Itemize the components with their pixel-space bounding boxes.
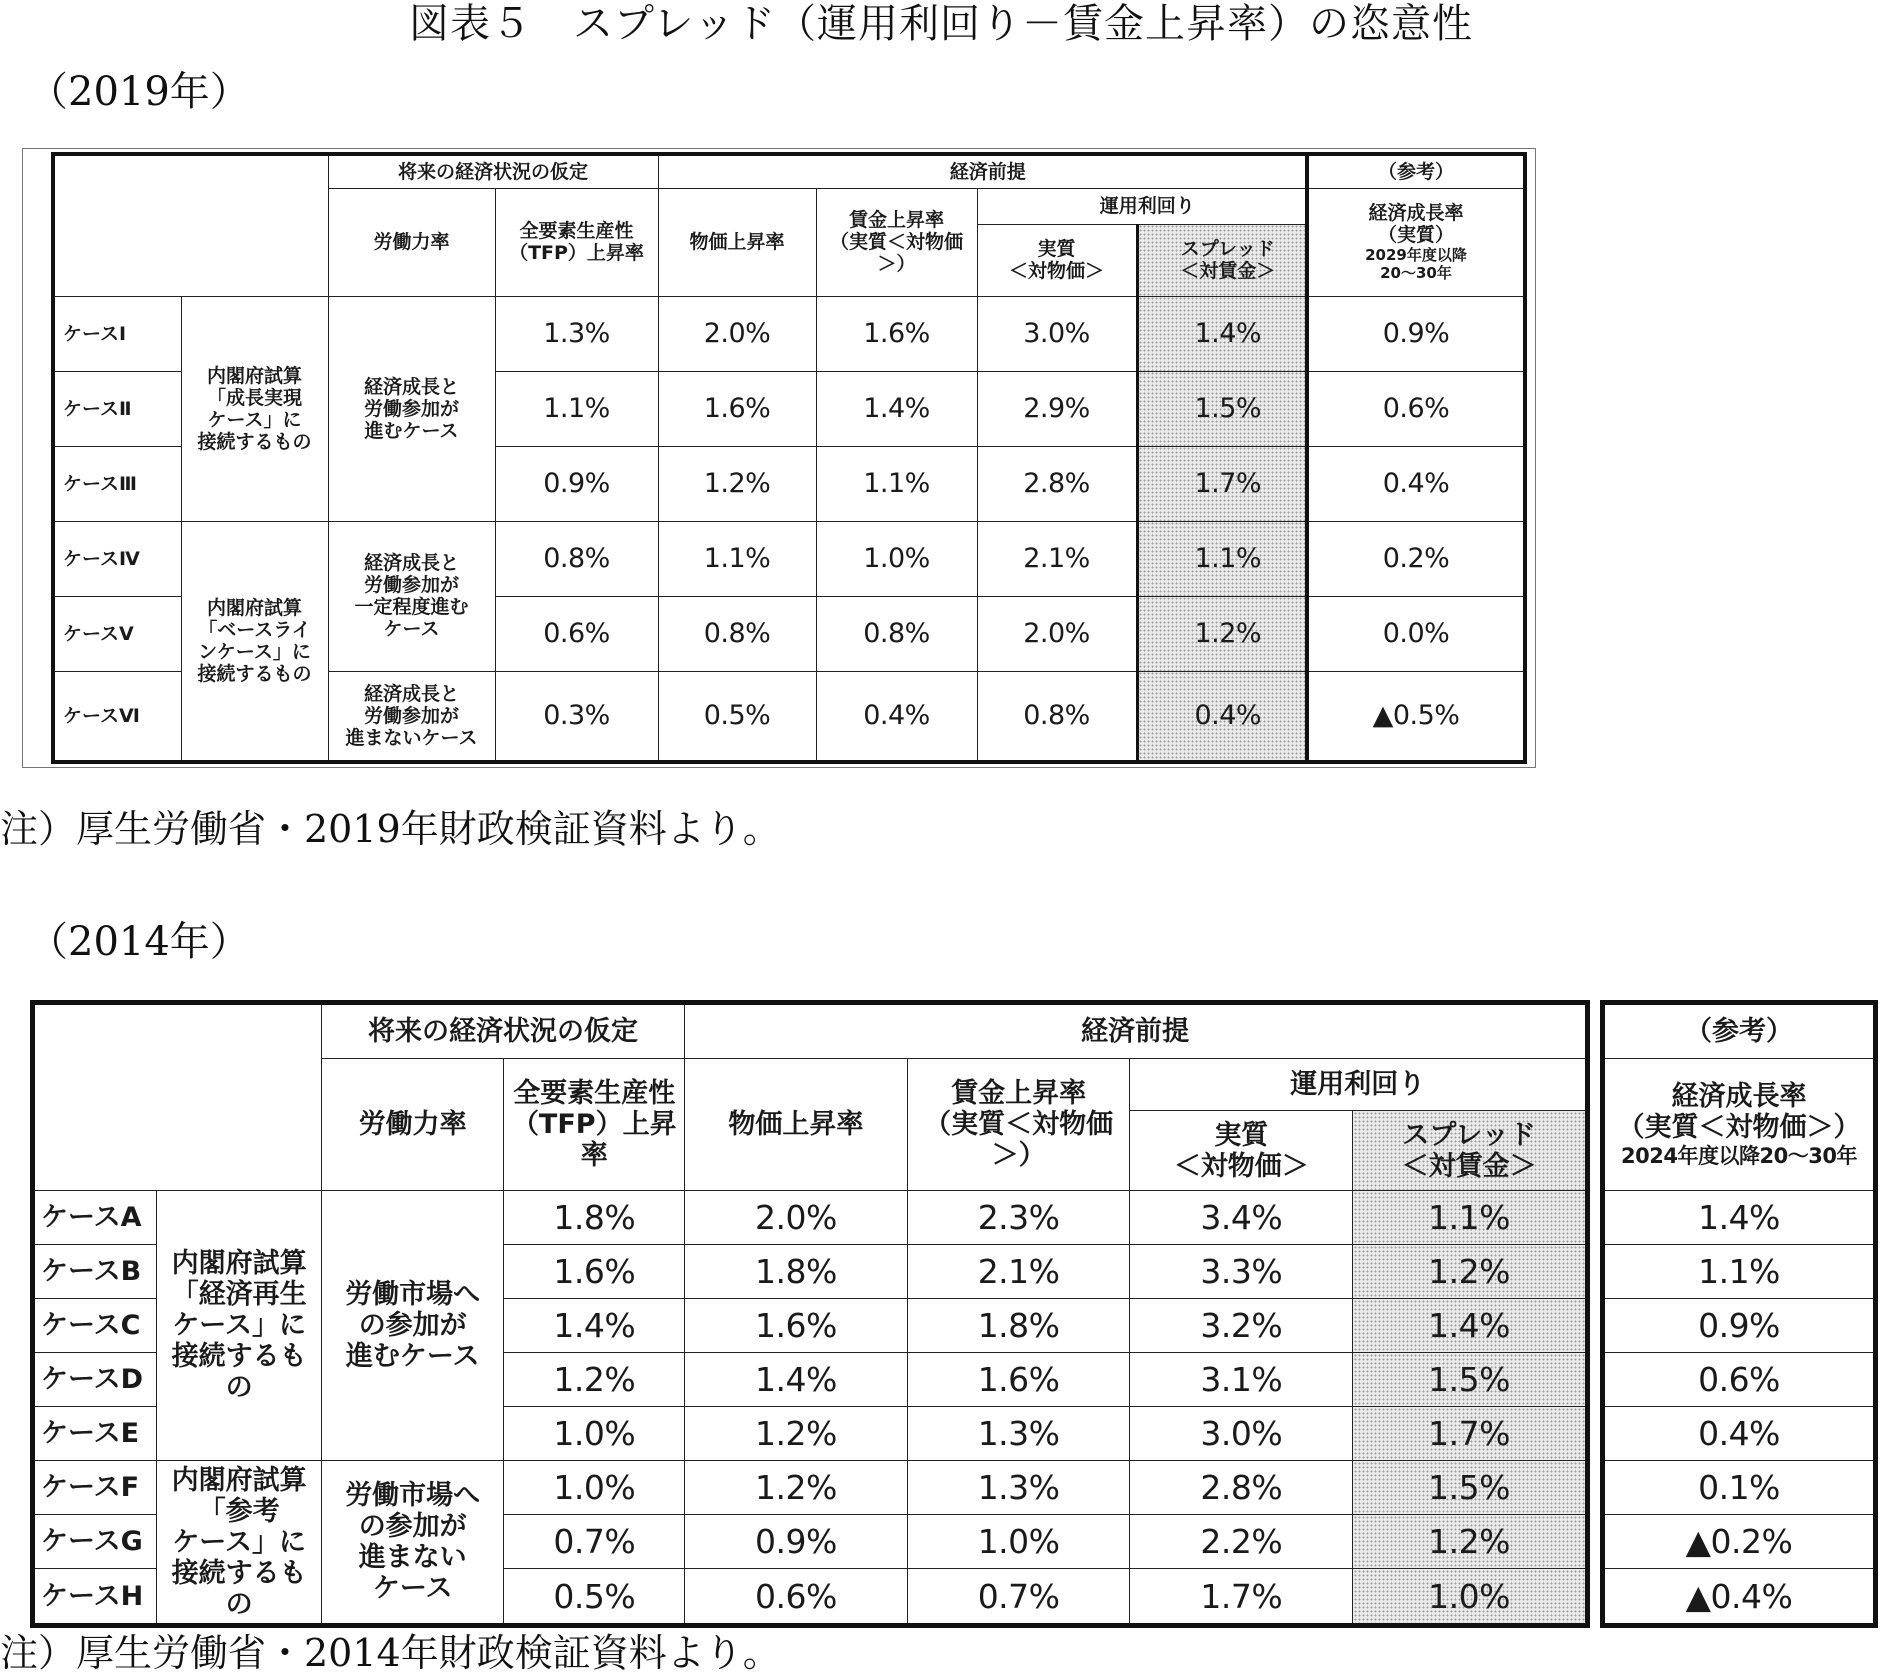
header-labor: 労働力率 <box>328 188 495 296</box>
case-label: ケースF <box>33 1461 157 1515</box>
labor-group-label: 経済成長と 労働参加が 進むケース <box>328 296 495 521</box>
spread-cell: 1.5% <box>1353 1461 1588 1515</box>
growth-cell: 0.6% <box>1307 371 1525 446</box>
case-label: ケースD <box>33 1353 157 1407</box>
wage-cell: 1.1% <box>816 446 977 521</box>
tfp-cell: 0.7% <box>504 1515 685 1569</box>
header-price: 物価上昇率 <box>685 1059 908 1191</box>
section-label-2019: （2019年） <box>28 69 250 115</box>
real-yield-cell: 2.0% <box>977 596 1137 671</box>
header-blank <box>33 1003 322 1191</box>
growth-cell: 0.9% <box>1307 296 1525 371</box>
header-premise-group: 経済前提 <box>658 154 1319 188</box>
wage-cell: 2.3% <box>907 1191 1130 1245</box>
tfp-cell: 1.3% <box>495 296 658 371</box>
header-ref-group: （参考） <box>1603 1003 1876 1059</box>
tfp-cell: 1.0% <box>504 1461 685 1515</box>
header-yield-group: 運用利回り <box>977 188 1319 224</box>
spread-cell: 1.7% <box>1137 446 1319 521</box>
header-assumption-group: 将来の経済状況の仮定 <box>328 154 658 188</box>
figure-title: 図表５ スプレッド（運用利回り－賃金上昇率）の恣意性 <box>409 1 1473 47</box>
header-wage: 賃金上昇率 （実質＜対物価＞） <box>907 1059 1130 1191</box>
header-assumption-group: 将来の経済状況の仮定 <box>321 1003 684 1059</box>
header-growth-title: 経済成長率 （実質＜対物価＞） <box>1617 1080 1861 1143</box>
growth-cell: 0.4% <box>1307 446 1525 521</box>
table-2014 <box>30 1000 1590 1628</box>
tfp-cell: 1.8% <box>504 1191 685 1245</box>
tfp-cell: 0.5% <box>504 1569 685 1626</box>
spread-cell: 1.4% <box>1137 296 1319 371</box>
tfp-cell: 1.6% <box>504 1245 685 1299</box>
spread-cell: 1.5% <box>1353 1353 1588 1407</box>
growth-cell: 1.4% <box>1603 1191 1876 1245</box>
header-tfp: 全要素生産性 （TFP）上昇率 <box>495 188 658 296</box>
wage-cell: 1.0% <box>907 1515 1130 1569</box>
header-spread: スプレッド ＜対賃金＞ <box>1353 1111 1588 1191</box>
real-yield-cell: 3.0% <box>1130 1407 1353 1461</box>
header-blank <box>53 154 328 296</box>
header-growth-note: 2029年度以降 20～30年 <box>1365 246 1467 282</box>
spread-cell: 1.2% <box>1137 596 1319 671</box>
wage-cell: 1.3% <box>907 1461 1130 1515</box>
header-growth <box>1603 1059 1876 1191</box>
header-wage: 賃金上昇率 （実質＜対物価＞） <box>816 188 977 296</box>
growth-cell: 0.2% <box>1307 521 1525 596</box>
tfp-cell: 0.8% <box>495 521 658 596</box>
growth-cell: 0.9% <box>1603 1299 1876 1353</box>
growth-cell: 0.1% <box>1603 1461 1876 1515</box>
tfp-cell: 1.0% <box>504 1407 685 1461</box>
real-yield-cell: 3.0% <box>977 296 1137 371</box>
wage-cell: 1.0% <box>816 521 977 596</box>
price-cell: 1.4% <box>685 1353 908 1407</box>
table-row <box>33 1461 1588 1515</box>
real-yield-cell: 2.8% <box>977 446 1137 521</box>
price-cell: 0.5% <box>658 671 816 762</box>
case-label: ケースB <box>33 1245 157 1299</box>
group-label: 内閣府試算 「経済再生 ケース」に 接続するもの <box>157 1191 322 1461</box>
price-cell: 1.2% <box>685 1461 908 1515</box>
price-cell: 1.6% <box>685 1299 908 1353</box>
growth-cell: 0.4% <box>1603 1407 1876 1461</box>
price-cell: 0.8% <box>658 596 816 671</box>
real-yield-cell: 3.4% <box>1130 1191 1353 1245</box>
wage-cell: 0.8% <box>816 596 977 671</box>
wage-cell: 1.8% <box>907 1299 1130 1353</box>
case-label: ケースG <box>33 1515 157 1569</box>
growth-cell: ▲0.2% <box>1603 1515 1876 1569</box>
group-label: 内閣府試算 「成長実現 ケース」に 接続するもの <box>181 296 328 521</box>
spread-cell: 1.1% <box>1353 1191 1588 1245</box>
group-label: 内閣府試算 「ベースライ ンケース」に 接続するもの <box>181 521 328 762</box>
case-label: ケースⅢ <box>53 446 181 521</box>
price-cell: 1.1% <box>658 521 816 596</box>
labor-group-label: 経済成長と 労働参加が 一定程度進む ケース <box>328 521 495 671</box>
wage-cell: 1.4% <box>816 371 977 446</box>
real-yield-cell: 3.2% <box>1130 1299 1353 1353</box>
header-growth-title: 経済成長率 （実質） <box>1368 202 1464 246</box>
wage-cell: 1.3% <box>907 1407 1130 1461</box>
growth-cell: 0.0% <box>1307 596 1525 671</box>
spread-cell: 1.2% <box>1353 1515 1588 1569</box>
table-frame-2019 <box>22 148 1536 768</box>
price-cell: 1.6% <box>658 371 816 446</box>
wage-cell: 2.1% <box>907 1245 1130 1299</box>
spread-cell: 1.2% <box>1353 1245 1588 1299</box>
header-premise-group: 経済前提 <box>685 1003 1588 1059</box>
real-yield-cell: 0.8% <box>977 671 1137 762</box>
spread-cell: 0.4% <box>1137 671 1319 762</box>
price-cell: 2.0% <box>685 1191 908 1245</box>
case-label: ケースA <box>33 1191 157 1245</box>
growth-cell: 0.6% <box>1603 1353 1876 1407</box>
real-yield-cell: 2.1% <box>977 521 1137 596</box>
group-label: 内閣府試算 「参考 ケース」に 接続するもの <box>157 1461 322 1626</box>
real-yield-cell: 3.3% <box>1130 1245 1353 1299</box>
labor-group-label: 労働市場へ の参加が 進むケース <box>321 1191 504 1461</box>
wage-cell: 0.4% <box>816 671 977 762</box>
header-real: 実質 ＜対物価＞ <box>977 224 1137 296</box>
case-label: ケースⅥ <box>53 671 181 762</box>
case-label: ケースⅠ <box>53 296 181 371</box>
real-yield-cell: 3.1% <box>1130 1353 1353 1407</box>
table-frame-2014 <box>30 1000 1878 1628</box>
tfp-cell: 1.1% <box>495 371 658 446</box>
spread-cell: 1.7% <box>1353 1407 1588 1461</box>
case-label: ケースⅤ <box>53 596 181 671</box>
section-label-2014: （2014年） <box>28 919 250 965</box>
header-yield-group: 運用利回り <box>1130 1059 1588 1111</box>
spread-cell: 1.0% <box>1353 1569 1588 1626</box>
real-yield-cell: 1.7% <box>1130 1569 1353 1626</box>
case-label: ケースC <box>33 1299 157 1353</box>
price-cell: 2.0% <box>658 296 816 371</box>
real-yield-cell: 2.2% <box>1130 1515 1353 1569</box>
case-label: ケースⅣ <box>53 521 181 596</box>
reference-table-2014 <box>1600 1000 1878 1628</box>
price-cell: 0.9% <box>685 1515 908 1569</box>
wage-cell: 1.6% <box>816 296 977 371</box>
header-real: 実質 ＜対物価＞ <box>1130 1111 1353 1191</box>
header-price: 物価上昇率 <box>658 188 816 296</box>
table-row <box>53 296 1319 371</box>
real-yield-cell: 2.8% <box>1130 1461 1353 1515</box>
header-ref-group: （参考） <box>1307 154 1525 188</box>
case-label: ケースⅡ <box>53 371 181 446</box>
spread-cell: 1.1% <box>1137 521 1319 596</box>
tfp-cell: 1.4% <box>504 1299 685 1353</box>
header-growth-note: 2024年度以降20～30年 <box>1621 1143 1857 1168</box>
labor-group-label: 経済成長と 労働参加が 進まないケース <box>328 671 495 762</box>
tfp-cell: 0.9% <box>495 446 658 521</box>
header-labor: 労働力率 <box>321 1059 504 1191</box>
header-tfp: 全要素生産性 （TFP）上昇率 <box>504 1059 685 1191</box>
wage-cell: 0.7% <box>907 1569 1130 1626</box>
source-note-2019: 注）厚生労働省・2019年財政検証資料より。 <box>0 807 781 851</box>
growth-cell: 1.1% <box>1603 1245 1876 1299</box>
price-cell: 1.2% <box>685 1407 908 1461</box>
tfp-cell: 0.3% <box>495 671 658 762</box>
table-row <box>53 521 1319 596</box>
growth-cell: ▲0.5% <box>1307 671 1525 762</box>
reference-table-2019 <box>1305 152 1527 764</box>
case-label: ケースE <box>33 1407 157 1461</box>
price-cell: 1.2% <box>658 446 816 521</box>
table-2019 <box>51 152 1321 764</box>
spread-cell: 1.5% <box>1137 371 1319 446</box>
table-row <box>33 1191 1588 1245</box>
source-note-2014: 注）厚生労働省・2014年財政検証資料より。 <box>0 1631 781 1673</box>
labor-group-label: 労働市場へ の参加が 進まない ケース <box>321 1461 504 1626</box>
price-cell: 1.8% <box>685 1245 908 1299</box>
header-spread: スプレッド ＜対賃金＞ <box>1137 224 1319 296</box>
tfp-cell: 1.2% <box>504 1353 685 1407</box>
header-growth <box>1307 188 1525 296</box>
tfp-cell: 0.6% <box>495 596 658 671</box>
price-cell: 0.6% <box>685 1569 908 1626</box>
real-yield-cell: 2.9% <box>977 371 1137 446</box>
spread-cell: 1.4% <box>1353 1299 1588 1353</box>
case-label: ケースH <box>33 1569 157 1626</box>
wage-cell: 1.6% <box>907 1353 1130 1407</box>
growth-cell: ▲0.4% <box>1603 1569 1876 1626</box>
